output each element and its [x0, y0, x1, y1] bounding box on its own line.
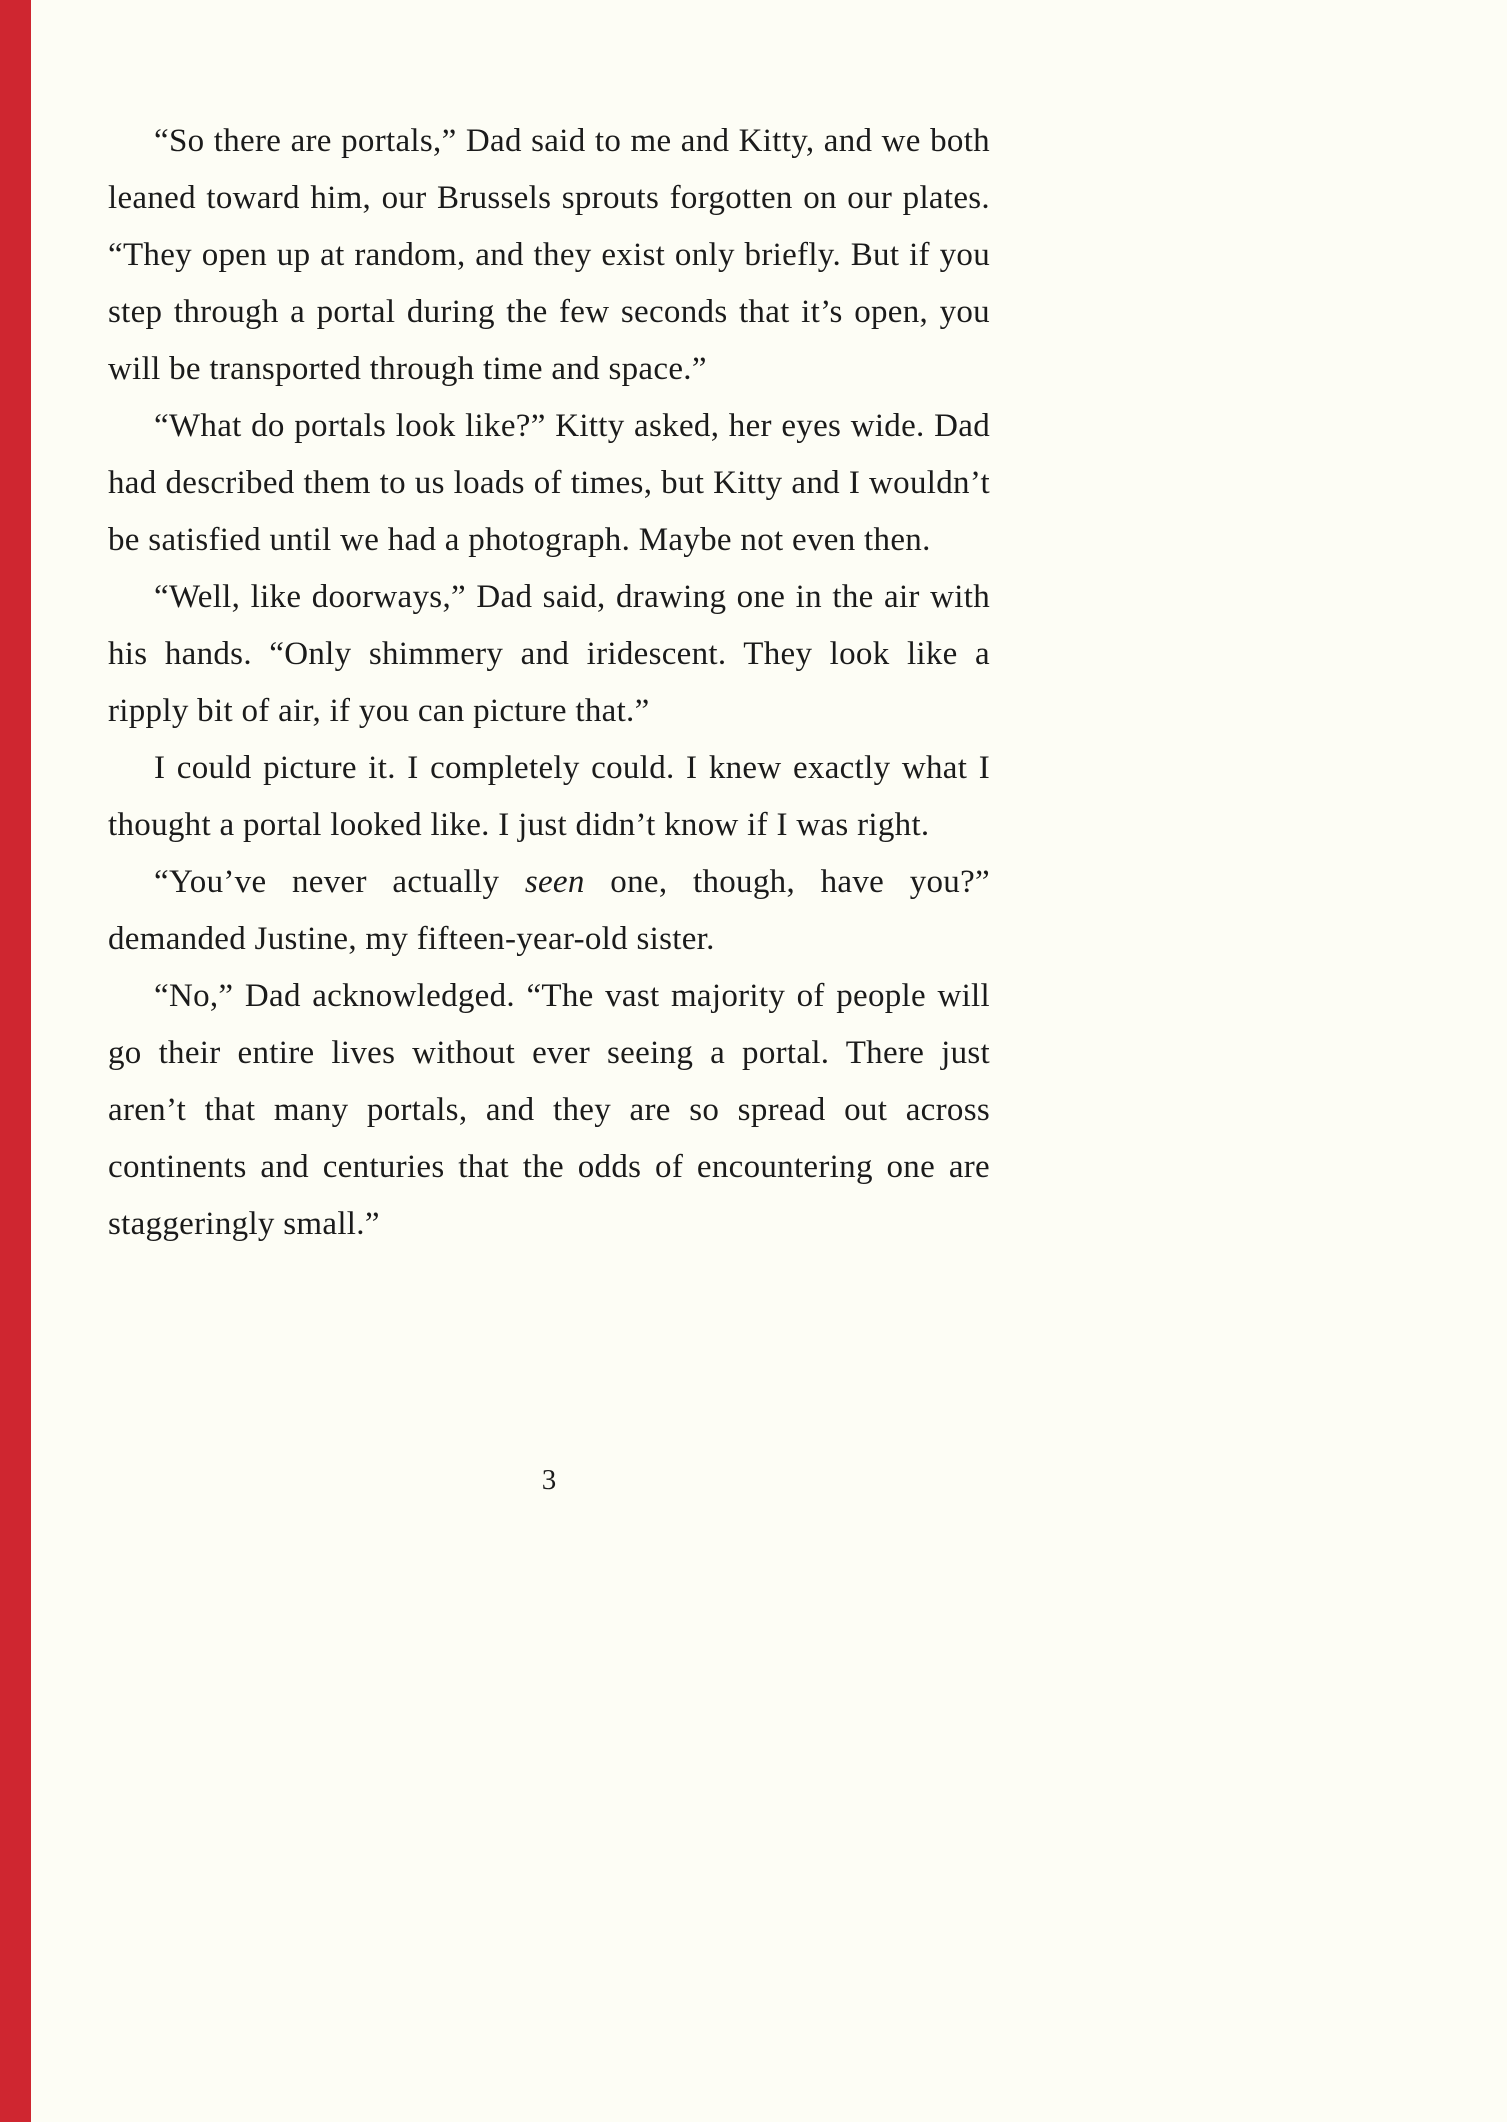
paragraph-5-italic-word: seen [524, 864, 585, 900]
page-edge-red-stripe [0, 0, 31, 2122]
page-number: 3 [541, 1464, 557, 1496]
paragraph-5-post: one, though, have you?” demanded Justine, my fifteen-year-old sister. [108, 864, 990, 957]
body-text [108, 113, 990, 1253]
paragraph-1: “So there are portals,” Dad said to me and Kitty, and we both leaned toward him, our Brussels sprouts forgotten on our plates. “They open up at random, and they exist only briefly. But if you step through a portal during the few seconds that it’s open, you will be transported through time and space.” [108, 123, 990, 387]
paragraph-6: “No,” Dad acknowledged. “The vast majority of people will go their entire lives without ever seeing a portal. There just aren’t that many portals, and they are so spread out across continents and centuries that the odds of encountering one are staggeringly small.” [108, 978, 990, 1242]
paragraph-3: “Well, like doorways,” Dad said, drawing one in the air with his hands. “Only shimmery and iridescent. They look like a ripply bit of air, if you can picture that.” [108, 579, 990, 729]
paragraph-4: I could picture it. I completely could. I knew exactly what I thought a portal looked like. I just didn’t know if I was right. [108, 750, 990, 843]
paragraph-5 [108, 854, 990, 968]
paragraph-5-pre: “You’ve never actually [154, 864, 525, 900]
paragraph-2: “What do portals look like?” Kitty asked, her eyes wide. Dad had described them to us loads of times, but Kitty and I wouldn’t be satisfied until we had a photograph. Maybe not even then. [108, 408, 990, 558]
